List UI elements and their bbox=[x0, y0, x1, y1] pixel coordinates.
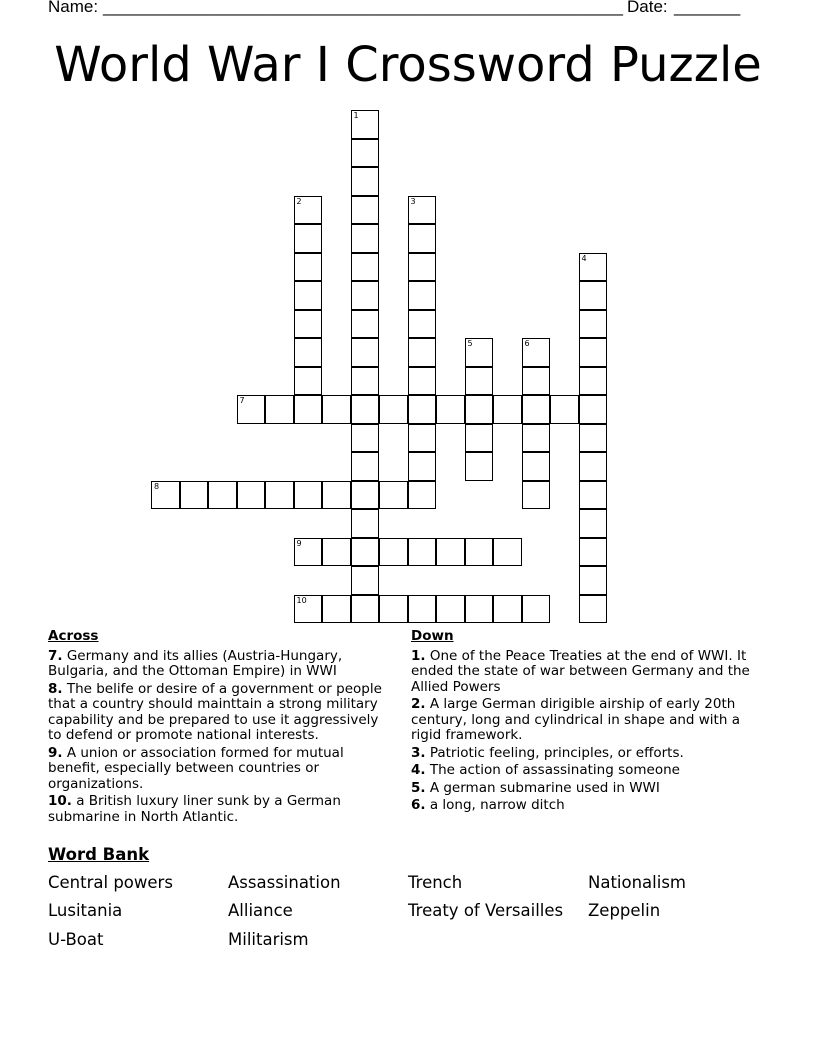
grid-cell[interactable] bbox=[408, 253, 437, 282]
cell-number: 10 bbox=[296, 595, 307, 605]
grid-cell[interactable] bbox=[408, 310, 437, 339]
grid-cell[interactable] bbox=[351, 452, 380, 481]
grid-cell[interactable] bbox=[294, 367, 323, 396]
grid-cell[interactable] bbox=[294, 338, 323, 367]
grid-cell[interactable] bbox=[579, 452, 608, 481]
grid-cell[interactable] bbox=[579, 253, 608, 282]
grid-cell[interactable] bbox=[351, 253, 380, 282]
grid-cell[interactable] bbox=[208, 481, 237, 510]
date-label: Date: bbox=[627, 0, 668, 16]
clue-number: 7. bbox=[48, 647, 63, 664]
grid-cell[interactable] bbox=[408, 424, 437, 453]
clue-across-7 bbox=[48, 649, 388, 680]
grid-cell[interactable] bbox=[379, 538, 408, 567]
grid-cell[interactable] bbox=[351, 196, 380, 225]
grid-cell[interactable] bbox=[351, 139, 380, 168]
clue-text: A large German dirigible airship of early 20th century, long and cylindrical in shape and with a rigid framework. bbox=[411, 696, 740, 743]
grid-cell[interactable] bbox=[579, 538, 608, 567]
down-clues bbox=[411, 629, 761, 816]
grid-cell[interactable] bbox=[351, 281, 380, 310]
grid-cell[interactable] bbox=[351, 395, 380, 424]
grid-cell[interactable] bbox=[408, 452, 437, 481]
grid-cell[interactable] bbox=[265, 395, 294, 424]
grid-cell[interactable] bbox=[465, 395, 494, 424]
cell-number: 4 bbox=[581, 253, 587, 263]
clue-down-4 bbox=[411, 763, 761, 779]
clue-across-9 bbox=[48, 746, 388, 793]
clue-down-6 bbox=[411, 798, 761, 814]
grid-cell[interactable] bbox=[237, 481, 266, 510]
clue-number: 4. bbox=[411, 762, 426, 778]
grid-cell[interactable] bbox=[579, 395, 608, 424]
clue-text: a British luxury liner sunk by a German submarine in North Atlantic. bbox=[48, 793, 341, 825]
clue-text: Patriotic feeling, principles, or efforts. bbox=[429, 744, 684, 761]
grid-cell[interactable] bbox=[408, 481, 437, 510]
grid-cell[interactable] bbox=[522, 338, 551, 367]
grid-cell[interactable] bbox=[550, 395, 579, 424]
word-bank-item: U-Boat bbox=[48, 930, 104, 949]
clue-number: 3. bbox=[411, 744, 426, 761]
grid-cell[interactable] bbox=[351, 338, 380, 367]
clue-number: 9. bbox=[48, 744, 63, 761]
grid-cell[interactable] bbox=[465, 338, 494, 367]
grid-cell[interactable] bbox=[493, 538, 522, 567]
grid-cell[interactable] bbox=[351, 509, 380, 538]
grid-cell[interactable] bbox=[294, 310, 323, 339]
cell-number: 7 bbox=[239, 396, 245, 405]
grid-cell[interactable] bbox=[408, 395, 437, 424]
clue-text: Germany and its allies (Austria-Hungary, Bulgaria, and the Ottoman Empire) in WWI bbox=[48, 647, 343, 679]
word-bank-item: Zeppelin bbox=[588, 901, 661, 920]
clue-text: A union or association formed for mutual benefit, especially between countries or organizations. bbox=[48, 744, 344, 792]
page-title: World War I Crossword Puzzle bbox=[54, 37, 762, 93]
grid-cell[interactable] bbox=[579, 509, 608, 538]
clue-text: The belife or desire of a government or people that a country should mainttain a strong military capability and be prepared to use it aggressively to defend or promote national interests. bbox=[48, 680, 382, 743]
word-bank-item: Nationalism bbox=[588, 873, 687, 892]
cell-number: 8 bbox=[154, 481, 160, 491]
grid-cell[interactable] bbox=[237, 395, 266, 424]
word-bank bbox=[48, 873, 788, 963]
grid-cell[interactable] bbox=[351, 367, 380, 396]
grid-cell[interactable] bbox=[351, 481, 380, 510]
clue-text: a long, narrow ditch bbox=[429, 797, 565, 813]
grid-cell[interactable] bbox=[379, 395, 408, 424]
grid-cell[interactable] bbox=[408, 338, 437, 367]
clue-down-1 bbox=[411, 649, 761, 696]
grid-cell[interactable] bbox=[151, 481, 180, 510]
grid-cell[interactable] bbox=[579, 281, 608, 310]
clue-text: One of the Peace Treaties at the end of WWI. It ended the state of war between Germany and the Allied Powers bbox=[411, 647, 750, 695]
word-bank-heading: Word Bank bbox=[48, 845, 150, 864]
word-bank-item: Treaty of Versailles bbox=[408, 901, 564, 920]
clue-text: A german submarine used in WWI bbox=[429, 779, 660, 796]
grid-cell[interactable] bbox=[579, 424, 608, 453]
grid-cell[interactable] bbox=[408, 538, 437, 567]
clue-number: 2. bbox=[411, 696, 426, 712]
grid-cell[interactable] bbox=[379, 481, 408, 510]
grid-cell[interactable] bbox=[322, 595, 351, 624]
word-bank-item: Militarism bbox=[228, 930, 309, 949]
grid-cell[interactable] bbox=[436, 395, 465, 424]
grid-cell[interactable] bbox=[351, 110, 380, 139]
down-heading: Down bbox=[411, 628, 454, 644]
clue-across-8 bbox=[48, 682, 388, 744]
word-bank-item: Central powers bbox=[48, 873, 173, 892]
grid-cell[interactable] bbox=[379, 595, 408, 624]
grid-cell[interactable] bbox=[351, 538, 380, 567]
cell-number: 5 bbox=[467, 339, 473, 348]
grid-cell[interactable] bbox=[579, 367, 608, 396]
grid-cell[interactable] bbox=[351, 424, 380, 453]
grid-cell[interactable] bbox=[522, 395, 551, 424]
clue-number: 8. bbox=[48, 680, 63, 697]
clue-text: The action of assassinating someone bbox=[429, 762, 680, 778]
grid-cell[interactable] bbox=[351, 566, 380, 595]
clue-down-2 bbox=[411, 697, 761, 744]
cell-number: 6 bbox=[524, 339, 530, 348]
grid-cell[interactable] bbox=[294, 281, 323, 310]
grid-cell[interactable] bbox=[436, 538, 465, 567]
grid-cell[interactable] bbox=[579, 310, 608, 339]
cell-number: 2 bbox=[296, 196, 302, 206]
grid-cell[interactable] bbox=[465, 424, 494, 453]
word-bank-item: Alliance bbox=[228, 901, 293, 920]
grid-cell[interactable] bbox=[522, 367, 551, 396]
grid-cell[interactable] bbox=[522, 481, 551, 510]
grid-cell[interactable] bbox=[493, 595, 522, 624]
across-heading: Across bbox=[48, 628, 99, 644]
grid-cell[interactable] bbox=[579, 566, 608, 595]
grid-cell[interactable] bbox=[265, 481, 294, 510]
cell-number: 3 bbox=[410, 196, 416, 206]
word-bank-item: Trench bbox=[408, 873, 463, 892]
grid-cell[interactable] bbox=[351, 167, 380, 196]
grid-cell[interactable] bbox=[294, 595, 323, 624]
grid-cell[interactable] bbox=[579, 338, 608, 367]
grid-cell[interactable] bbox=[408, 367, 437, 396]
grid-cell[interactable] bbox=[294, 538, 323, 567]
grid-cell[interactable] bbox=[322, 395, 351, 424]
clue-number: 6. bbox=[411, 797, 426, 813]
grid-cell[interactable] bbox=[351, 224, 380, 253]
header bbox=[48, 0, 748, 19]
grid-cell[interactable] bbox=[579, 595, 608, 624]
grid-cell[interactable] bbox=[522, 452, 551, 481]
grid-cell[interactable] bbox=[579, 481, 608, 510]
grid-cell[interactable] bbox=[436, 595, 465, 624]
grid-cell[interactable] bbox=[294, 395, 323, 424]
grid-cell[interactable] bbox=[294, 253, 323, 282]
grid-cell[interactable] bbox=[322, 538, 351, 567]
grid-cell[interactable] bbox=[522, 595, 551, 624]
grid-cell[interactable] bbox=[408, 196, 437, 225]
grid-cell[interactable] bbox=[465, 595, 494, 624]
grid-cell[interactable] bbox=[522, 424, 551, 453]
clue-across-10 bbox=[48, 794, 388, 825]
grid-cell[interactable] bbox=[351, 310, 380, 339]
grid-cell[interactable] bbox=[294, 481, 323, 510]
cell-number: 1 bbox=[353, 111, 359, 120]
clue-number: 5. bbox=[411, 779, 426, 796]
grid-cell[interactable] bbox=[408, 224, 437, 253]
clue-down-5 bbox=[411, 781, 761, 797]
grid-cell[interactable] bbox=[465, 452, 494, 481]
grid-cell[interactable] bbox=[180, 481, 209, 510]
grid-cell[interactable] bbox=[322, 481, 351, 510]
name-label: Name: bbox=[48, 0, 99, 16]
grid-cell[interactable] bbox=[465, 367, 494, 396]
word-bank-item: Lusitania bbox=[48, 901, 123, 920]
grid-cell[interactable] bbox=[465, 538, 494, 567]
clue-number: 1. bbox=[411, 647, 426, 664]
grid-cell[interactable] bbox=[351, 595, 380, 624]
across-clues bbox=[48, 629, 388, 827]
date-field[interactable]: _______ bbox=[674, 0, 741, 16]
grid-cell[interactable] bbox=[408, 281, 437, 310]
grid-cell[interactable] bbox=[493, 395, 522, 424]
grid-cell[interactable] bbox=[294, 224, 323, 253]
cell-number: 9 bbox=[296, 538, 302, 548]
word-bank-item: Assassination bbox=[228, 873, 341, 892]
grid-cell[interactable] bbox=[408, 595, 437, 624]
clue-number: 10. bbox=[48, 793, 72, 809]
grid-cell[interactable] bbox=[294, 196, 323, 225]
name-field[interactable]: _______________________________________________________ bbox=[103, 0, 624, 16]
clue-down-3 bbox=[411, 746, 761, 762]
